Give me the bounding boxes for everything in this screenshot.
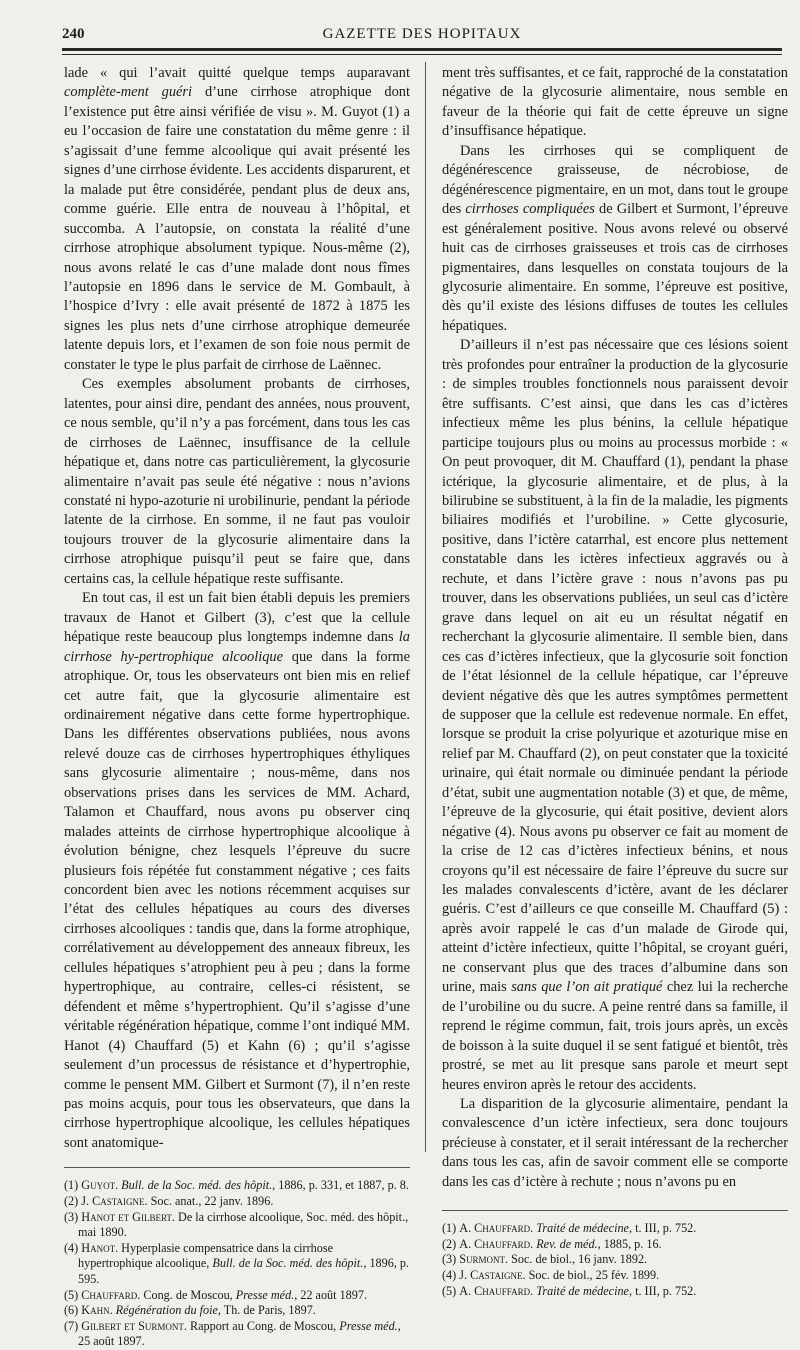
journal-title: GAZETTE DES HOPITAUX [322,26,522,42]
right-paragraph-3: D’ailleurs il n’est pas nécessaire que ces lésions soient très profondes pour entraîner la production de la glycosurie : de simples troubles fonctionnels nous paraissent devoir être suffisants. C’est ainsi, que dans les cas d’ictères infectieux même les plus bénins, la cellule hépatique participe toujours plus ou moins au processus morbide : « On peut provoquer, dit M. Chauffard (1), pendant la phase ictérique, la glycosurie alimentaire, et de plus, à la bilirubine se substituent, à la fin de la maladie, les pigments biliaires modifiés et l’urobiline. » Cette glycosurie, positive, dans l’ictère catarrhal, est encore plus nettement constatable dans les ictères infectieux aggravés ou à rechute, et dans l’ictère grave : nous n’avons pas pu trouver, dans les observations publiées, un seul cas d’ictère grave dans lequel on ait eu un résultat négatif en recherchant la glycosurie alimentaire. Il semble bien, dans ces cas d’ictères infectieux, que la glycosurie soit fonction de l’état lésionnel de la cellule hépatique, car l’épreuve devient négative dès que les autres symptômes permettent de supposer que la cellule est redevenue normale. En effet, lorsque se produit la crise polyurique et azoturique mise en relief par M. Chauffard (2), on peut constater que la toxicité urinaire, qui était normale ou diminuée pendant la période d’état, subit une augmentation notable (3) et que, de même, l’épreuve de la glycosurie, qui était positive, devient alors négative (4). Nous avons pu observer ce fait au moment de la crise de 12 cas d’ictères infectieux bénins, et nous croyons qu’il est nécessaire de faire l’épreuve du sucre sur les malades convalescents d’ictère, avant de les déclarer guéris. C’est d’ailleurs ce que conseille M. Chauffard (5) : après avoir rappelé le cas d’un malade de Girode qui, atteint d’ictère infectieux, quitte l’hôpital, se croyant guéri, ne conservant plus que des traces d’albumine dans son urine, mais sans que l’on ait pratiqué chez lui la recherche de l’urobiline ou du sucre. A peine rentré dans sa famille, il reprend le régime commun, fait, trois jours après, un excès de boisson à la suite duquel il se sent fatigué et bientôt, très prostré, se met au lit presque sans parole et meurt sept heures environ après le retour des accidents. [442,337,788,1093]
footnote: (2) J. Castaigne. Soc. anat., 22 janv. 1896. [64,1193,274,1208]
footnote: (3) Surmont. Soc. de biol., 16 janv. 1892. [442,1252,648,1267]
footnote: (4) J. Castaigne. Soc. de biol., 25 fév. 1899. [442,1268,660,1283]
footnote: (1) Guyot. Bull. de la Soc. méd. des hôpit., 1886, p. 331, et 1887, p. 8. [64,1178,409,1193]
left-paragraph-3: En tout cas, il est un fait bien établi depuis les premiers travaux de Hanot et Gilbert (3), c’est que la cellule hépatique reste beaucoup plus longtemps indemne dans la cirrhose hy-pertrophique alcoolique que dans la forme atrophique. Or, tous les observateurs ont bien mis en relief cet autre fait, que la glycosurie alimentaire est ordinairement négative dans cette forme hypertrophique. Dans les différentes observations publiées, nous avons relevé douze cas de cirrhoses hypertrophiques éthyliques sans glycosurie alimentaire ; nous-même, dans nos observations prises dans les services de MM. Achard, Talamon et Chauffard, nous avons pu observer cinq malades atteints de cirrhose hypertrophique alcoolique à évolution bénigne, chez lesquels l’épreuve du sucre plusieurs fois répétée fut constamment négative ; ces faits concordent bien avec les notions récemment acquises sur l’état des cellules hépatiques au cours des diverses cirrhoses alcooliques : tandis que, dans la forme atrophique, corrélativement au développement des anneaux fibreux, les cellules hépatiques s’atrophient peu à peu ; dans la forme hypertrophique, au contraire, celles-ci résistent, se défendent et même s’hypertrophient. Qu’il s’agisse d’une véritable régénération hépatique, comme l’ont indiqué MM. Hanot (4) Chauffard (5) et Kahn (6) ; qu’il s’agisse seulement d’un processus de résistance et d’hypertrophie, comme le pensent MM. Gilbert et Surmont (7), il n’en reste pas moins acquis, pour tous les observateurs, que dans la cirrhose hypertrophique alcoolique, les cellules hépatiques sont anatomique- [64,590,410,1151]
footnote: (6) Kahn. Régénération du foie, Th. de Paris, 1897. [64,1303,316,1318]
header-rule-thin [62,54,782,55]
left-paragraph-1: lade « qui l’avait quitté quelque temps auparavant complète-ment guéri d’une cirrhose atrophique dont l’existence put être ainsi vérifiée de visu ». M. Guyot (1) a eu l’occasion de faire une constatation du même genre : il s’agissait d’une femme alcoolique qui avait présenté les signes d’une cirrhose évidente. Les accidents disparurent, et la malade put être considérée, pendant plus de deux ans, comme guérie. Elle entra de nouveau à l’hôpital, et succomba. A l’autopsie, on constata la réalité d’une cirrhose atrophique absolument typique. Nous-même (2), nous avons relaté le cas d’une malade dont nous fîmes l’autopsie en 1896 dans le service de M. Gombault, à l’hospice d’Ivry : elle avait présenté de 1872 à 1875 les signes les plus nets d’une cirrhose atrophique demeurée latente depuis lors, et l’examen de son foie nous permit de constater le type le plus parfait de cirrhose de Laënnec. [64,65,410,373]
footnote: (1) A. Chauffard. Traité de médecine, t. III, p. 752. [442,1221,697,1236]
footnote: (2) A. Chauffard. Rev. de méd., 1885, p. 16. [442,1236,662,1251]
footnote: (7) Gilbert et Surmont. Rapport au Cong. de Moscou, Presse méd., 25 août 1897. [64,1318,401,1349]
left-footnotes [64,1178,410,1350]
right-paragraph-4: La disparition de la glycosurie alimentaire, pendant la convalescence d’un ictère infectieux, sera donc toujours précieuse à constater, et il serait intéressant de la rechercher dans tous les cas, afin de savoir comment elle se comporte dans les cas d’ictère à rechute ; nous n’avons pu en [442,1096,788,1190]
left-column [64,64,410,1350]
right-column [442,64,788,1299]
footnote-rule [64,1167,410,1168]
left-paragraph-2: Ces exemples absolument probants de cirrhoses, latentes, pour ainsi dire, pendant des années, nous prouvent, ce nous semble, qu’il n’y a pas forcément, dans tous les cas de cirrhoses de Laënnec, insuffisance de la cellule hépatique et, dans notre cas particulièrement, la glycosurie alimentaire n’avait pas seule été négative : nous n’avions constaté ni hypo-azoturie ni urobilinurie, pendant la période latente de la cirrhose. En somme, il ne faut pas vouloir toujours trouver de la glycosurie alimentaire dans la cirrhose atrophique puisqu’il peut se faire que, dans certains cas, la cellule hépatique reste suffisante. [64,376,410,587]
header-rule-thick [62,48,782,51]
column-divider [425,62,426,1152]
right-footnotes [442,1221,788,1299]
right-paragraph-1: ment très suffisantes, et ce fait, rapproché de la constatation négative de la glycosurie alimentaire, nous semble en faveur de la théorie qui fait de cette épreuve un signe d’insuffisance hépatique. [442,65,788,140]
footnote: (5) Chauffard. Cong. de Moscou, Presse méd., 22 août 1897. [64,1287,367,1302]
footnote: (3) Hanot et Gilbert. De la cirrhose alcoolique, Soc. méd. des hôpit., mai 1890. [64,1209,409,1240]
right-paragraph-2: Dans les cirrhoses qui se compliquent de dégénérescence graisseuse, de nécrobiose, de dégénérescence pigmentaire, en un mot, dans tout le groupe des cirrhoses compliquées de Gilbert et Surmont, l’épreuve est généralement positive. Nous avons relevé ou observé huit cas de cirrhoses graisseuses et trois cas de cirrhoses pigmentaires, dans lesquelles on constata toujours de la glycosurie alimentaire. En somme, l’épreuve est positive, dès qu’il existe des lésions diffuses de toutes les cellules hépatiques. [442,142,788,334]
footnote: (5) A. Chauffard. Traité de médecine, t. III, p. 752. [442,1283,697,1298]
footnote-rule [442,1210,788,1211]
running-header [62,22,782,44]
footnote: (4) Hanot. Hyperplasie compensatrice dans la cirrhose hypertrophique alcoolique, Bull. de la Soc. méd. des hôpit., 1896, p. 595. [64,1240,410,1286]
page-number: 240 [62,26,85,42]
